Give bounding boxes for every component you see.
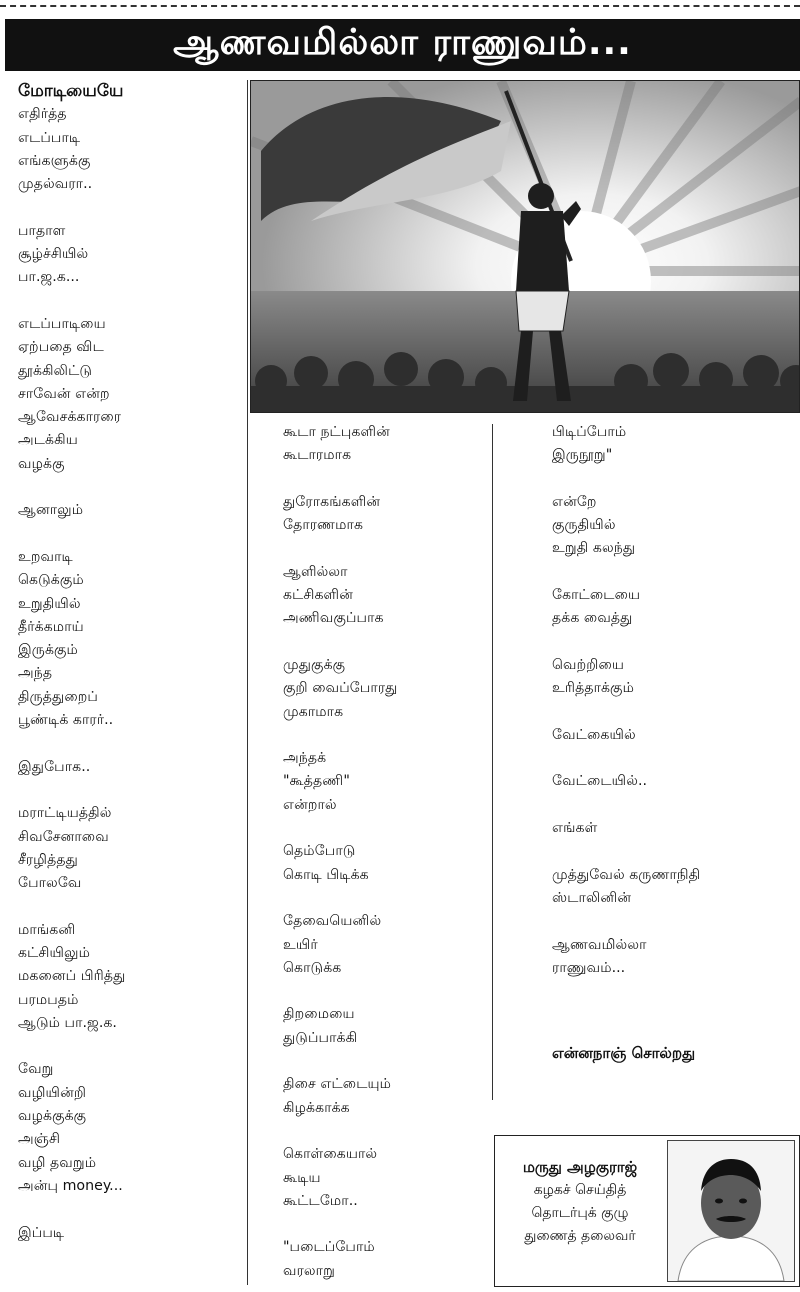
poem-line: எங்களுக்கு bbox=[18, 152, 91, 169]
top-dashed-border bbox=[0, 5, 800, 7]
poem-line: துடுப்பாக்கி bbox=[283, 1029, 358, 1046]
poem-line: கட்சிகளின் bbox=[283, 587, 353, 604]
poem-line: பூண்டிக் காரர்.. bbox=[18, 712, 114, 729]
poem-line: அடக்கிய bbox=[18, 432, 78, 449]
headline-title: ஆணவமில்லா ராணுவம்... bbox=[173, 22, 632, 63]
poem-line: கூடா நட்புகளின் bbox=[283, 424, 390, 440]
poem-line: ராணுவம்... bbox=[552, 959, 626, 976]
column-divider-left bbox=[247, 80, 248, 1285]
poem-line: எடப்பாடி bbox=[18, 129, 81, 146]
poem-line: சூழ்ச்சியில் bbox=[18, 246, 89, 263]
column-divider-right bbox=[492, 424, 493, 1100]
stanza-gap bbox=[18, 732, 125, 755]
poem-line: திசை எட்டையும் bbox=[283, 1076, 392, 1093]
poem-line: எதிர்த்த bbox=[18, 106, 67, 123]
poem-line: முத்துவேல் கருணாநிதி bbox=[552, 866, 701, 883]
poem-line: பாதாள bbox=[18, 222, 66, 239]
poem-line: ஆனாலும் bbox=[18, 502, 84, 519]
poem-line: கோட்டையை bbox=[552, 587, 641, 604]
poem-line: ஸ்டாலினின் bbox=[552, 889, 632, 906]
author-role-line: தொடர்புக் குழு bbox=[531, 1205, 629, 1221]
poem-line: ஆவேசக்காரரை bbox=[18, 409, 122, 426]
poem-line: கட்சியிலும் bbox=[18, 944, 91, 961]
stanza-gap bbox=[552, 747, 700, 770]
poem-line: உயிர் bbox=[283, 936, 318, 953]
poem-line: ஆணவமில்லா bbox=[552, 936, 647, 953]
poem-line: தோரணமாக bbox=[283, 517, 364, 534]
stanza-gap bbox=[18, 476, 125, 499]
stanza-gap bbox=[552, 631, 700, 654]
poem-line: வழி தவறும் bbox=[18, 1154, 97, 1171]
poem-line: கிழக்காக்க bbox=[283, 1099, 350, 1116]
stanza-gap bbox=[283, 724, 397, 747]
poem-line: சாவேன் என்ற bbox=[18, 385, 110, 402]
stanza-gap bbox=[283, 887, 397, 910]
poem-line: ஆளில்லா bbox=[283, 563, 348, 580]
stanza-gap bbox=[18, 523, 125, 546]
stanza-gap bbox=[18, 895, 125, 918]
poem-line: கூடிய bbox=[283, 1169, 321, 1186]
poem-line: எங்கள் bbox=[552, 820, 598, 837]
poem-line: மகனைப் பிரித்து bbox=[18, 968, 126, 985]
poem-line: வழியின்றி bbox=[18, 1084, 87, 1101]
poem-line: இதுபோக.. bbox=[18, 758, 91, 775]
poem-line: உறவாடி bbox=[18, 548, 73, 565]
poem-line: குருதியில் bbox=[552, 517, 616, 534]
poem-line: கொள்கையால் bbox=[283, 1146, 378, 1163]
poem-line: அந்தக் bbox=[283, 750, 327, 767]
poem-line: ஏற்பதை விட bbox=[18, 339, 104, 356]
stanza-gap bbox=[552, 561, 700, 584]
poem-line: தேவையெனில் bbox=[283, 913, 382, 930]
stanza-gap bbox=[18, 1035, 125, 1058]
poem-line: இருநூறு" bbox=[552, 447, 613, 464]
headline-banner bbox=[5, 19, 800, 71]
author-credit bbox=[495, 1156, 665, 1248]
poem-column-3 bbox=[552, 421, 700, 980]
poem-line: வழக்கு bbox=[18, 455, 65, 472]
poem-line: மராட்டியத்தில் bbox=[18, 805, 112, 822]
poem-line: உறுதியில் bbox=[18, 595, 81, 612]
stanza-gap bbox=[18, 290, 125, 313]
poem-line: தூக்கிலிட்டு bbox=[18, 362, 93, 379]
poem-line: வேட்கையில் bbox=[552, 726, 636, 743]
stanza-gap bbox=[18, 779, 125, 802]
stanza-gap bbox=[283, 468, 397, 491]
poem-line: கொடுக்க bbox=[283, 959, 342, 976]
poem-line: "படைப்போம் bbox=[283, 1239, 375, 1256]
author-name: மருது அழகுராஜ் bbox=[522, 1158, 638, 1176]
poem-line: தக்க வைத்து bbox=[552, 610, 633, 627]
poem-line: அணிவகுப்பாக bbox=[283, 610, 384, 627]
poem-line: திருத்துறைப் bbox=[18, 688, 98, 705]
stanza-gap bbox=[283, 537, 397, 560]
poem-column-1 bbox=[18, 80, 125, 1245]
poem-line: பிடிப்போம் bbox=[552, 424, 627, 440]
poem-line: என்றால் bbox=[283, 796, 337, 813]
poem-line: மாங்கனி bbox=[18, 921, 76, 938]
poem-line: சிவசேனாவை bbox=[18, 828, 109, 845]
poem-column-2 bbox=[283, 421, 397, 1283]
poem-line: முகாமாக bbox=[283, 703, 344, 720]
author-portrait bbox=[667, 1140, 795, 1282]
stanza-gap bbox=[283, 631, 397, 654]
poem-line: கெடுக்கும் bbox=[18, 572, 84, 589]
stanza-gap bbox=[552, 840, 700, 863]
poem-line: எடப்பாடியை bbox=[18, 315, 106, 332]
poem-line: வெற்றியை bbox=[552, 656, 625, 673]
poem-line: மோடியையே bbox=[18, 81, 124, 101]
stanza-gap bbox=[552, 910, 700, 933]
poem-line: அந்த bbox=[18, 665, 53, 682]
stanza-gap bbox=[18, 1198, 125, 1221]
author-role-line: கழகச் செய்தித் bbox=[533, 1182, 627, 1198]
stanza-gap bbox=[552, 701, 700, 724]
poem-line: ஆடும் பா.ஜ.க. bbox=[18, 1014, 117, 1031]
poem-line: வழக்குக்கு bbox=[18, 1108, 87, 1125]
poem-line: வேட்டையில்.. bbox=[552, 773, 648, 790]
poem-line: தெம்போடு bbox=[283, 843, 356, 860]
poem-line: வேறு bbox=[18, 1061, 54, 1078]
poem-line: குறி வைப்போரது bbox=[283, 680, 398, 697]
poem-line: வரலாறு bbox=[283, 1262, 335, 1279]
poem-line: சீரழித்தது bbox=[18, 851, 78, 868]
poem-line: முதல்வரா.. bbox=[18, 176, 93, 193]
poem-line: உறுதி கலந்து bbox=[552, 540, 636, 557]
poem-line: இப்படி bbox=[18, 1224, 65, 1241]
stanza-gap bbox=[283, 817, 397, 840]
poem-line: துரோகங்களின் bbox=[283, 493, 381, 510]
author-box bbox=[494, 1135, 800, 1287]
poem-line: கூட்டமோ.. bbox=[283, 1192, 358, 1209]
poem-line: பரமபதம் bbox=[18, 991, 79, 1008]
stanza-gap bbox=[283, 1213, 397, 1236]
poem-line: தீர்க்கமாய் bbox=[18, 618, 84, 635]
poem-signoff: என்னநாஞ் சொல்றது bbox=[552, 1044, 696, 1062]
poem-line: உரித்தாக்கும் bbox=[552, 680, 634, 697]
poem-line: அஞ்சி bbox=[18, 1131, 61, 1148]
author-role-line: துணைத் தலைவர் bbox=[524, 1228, 636, 1244]
poem-line: "கூத்தணி" bbox=[283, 773, 350, 790]
poem-line: இருக்கும் bbox=[18, 642, 78, 659]
poem-line: பா.ஜ.க... bbox=[18, 269, 80, 286]
stanza-gap bbox=[283, 1050, 397, 1073]
stanza-gap bbox=[552, 794, 700, 817]
poem-line: அன்பு money... bbox=[18, 1177, 123, 1194]
stanza-gap bbox=[18, 196, 125, 219]
stanza-gap bbox=[283, 1120, 397, 1143]
stanza-gap bbox=[283, 980, 397, 1003]
poem-line: கூடாரமாக bbox=[283, 447, 352, 464]
poem-line: திறமையை bbox=[283, 1006, 355, 1023]
flag-bearer-illustration bbox=[250, 80, 800, 413]
poem-line: முதுகுக்கு bbox=[283, 656, 346, 673]
stanza-gap bbox=[552, 468, 700, 491]
poem-line: கொடி பிடிக்க bbox=[283, 866, 369, 883]
poem-line: போலவே bbox=[18, 875, 82, 892]
poem-line: என்றே bbox=[552, 493, 597, 510]
